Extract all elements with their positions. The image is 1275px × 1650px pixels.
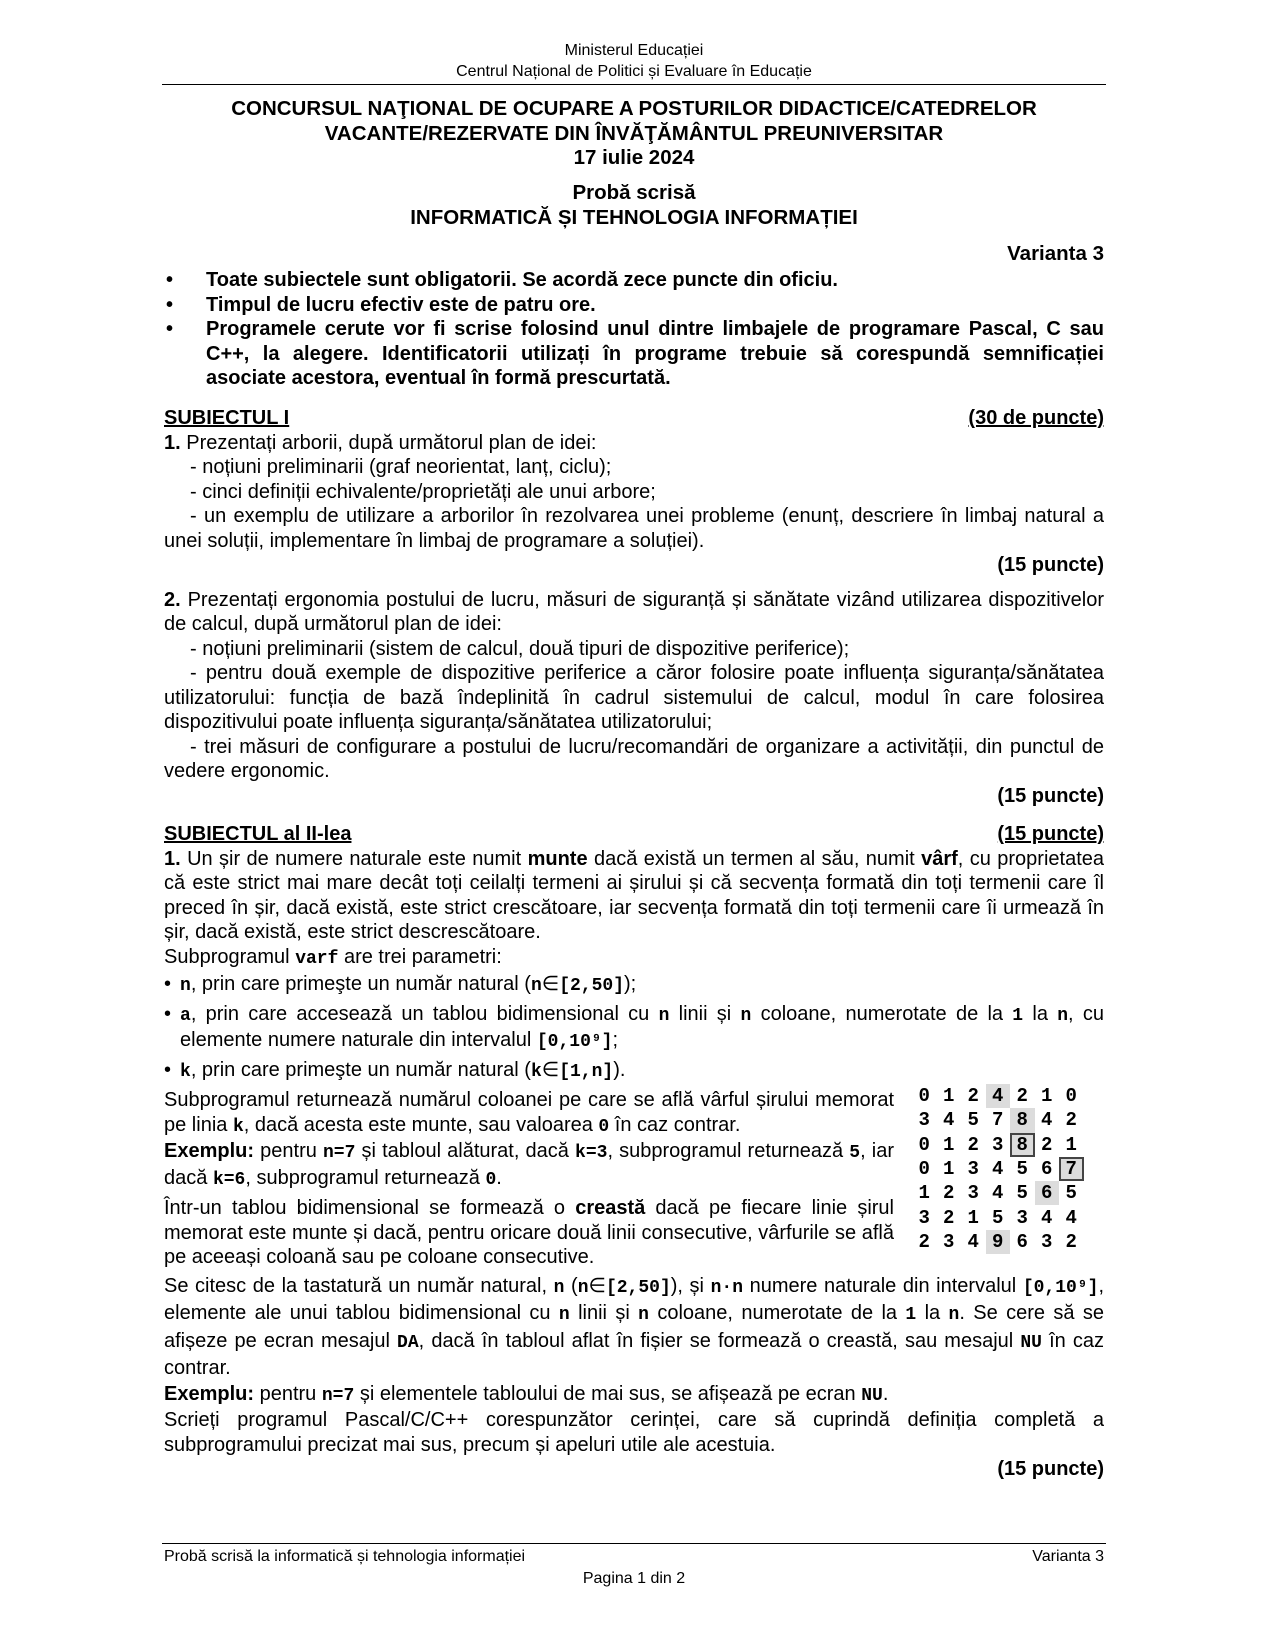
matrix-row	[912, 1205, 1084, 1229]
matrix-cell: 5	[1016, 1158, 1028, 1181]
code-text: n	[530, 976, 542, 996]
footer-variant: Varianta 3	[1032, 1548, 1104, 1565]
matrix-cell: 2	[1065, 1230, 1077, 1253]
code-text: k	[232, 1116, 244, 1137]
text-segment: ∈	[588, 1274, 606, 1297]
exam-type: Probă scrisă	[572, 181, 696, 204]
page-header	[164, 40, 1104, 82]
subject-2-description	[164, 1088, 894, 1270]
text-segment: - cinci definiții echivalente/proprietăți ale unui arbore;	[190, 480, 656, 503]
code-text: n	[577, 1277, 589, 1298]
code-text: 0	[485, 1169, 497, 1190]
text-segment: Prezentați ergonomia postului de lucru, măsuri de siguranță și sănătate vizând utilizarea dispozitivelor de calcul, după următorul plan de idei:	[164, 588, 1104, 635]
text-segment: );	[624, 973, 637, 995]
subject-1	[164, 406, 1104, 808]
text-segment: dacă există un termen al său, numit	[587, 847, 922, 870]
matrix-cell: 3	[918, 1109, 930, 1132]
instruction-item: • Programele cerute vor fi scrise folosind unul dintre limbajele de programare Pascal, C sau C++, la alegere. Identificatorii utilizați în programe trebuie să corespundă semnificației asociate acestora, eventual în formă prescurtată.	[164, 317, 1104, 391]
matrix-cell: 4	[1065, 1206, 1077, 1229]
matrix-cell: 1	[943, 1158, 955, 1181]
text-segment: și tabloul alăturat, dacă	[355, 1140, 576, 1162]
matrix-cell: 4	[1041, 1109, 1053, 1132]
text-segment: , cu elemente numere naturale din intervalul	[180, 1002, 1104, 1051]
matrix-cell: 1	[967, 1206, 979, 1229]
paragraph	[164, 637, 1104, 662]
code-text: n	[180, 976, 191, 996]
ministry-name: Ministerul Educației	[564, 42, 704, 59]
code-text: n=7	[323, 1143, 356, 1163]
matrix-cell: 7	[992, 1109, 1004, 1132]
text-segment: ), și	[670, 1274, 711, 1297]
text-segment: în caz contrar.	[164, 1329, 1104, 1379]
bold-text: 1.	[164, 431, 181, 454]
item-points: (15 puncte)	[997, 1458, 1104, 1480]
matrix-row	[912, 1181, 1084, 1205]
paragraph	[164, 1274, 1104, 1382]
code-text: a	[180, 1005, 191, 1026]
matrix-cell: 2	[1065, 1109, 1077, 1132]
bold-text: 1.	[164, 847, 181, 870]
code-text: [2,50]	[559, 976, 625, 996]
matrix-cell: 1	[943, 1085, 955, 1108]
instructions-list	[164, 268, 1104, 391]
code-text: n	[638, 1305, 649, 1325]
matrix-cell: 4	[943, 1109, 955, 1132]
subject-1-heading	[164, 406, 1104, 431]
center-name: Centrul Național de Politici și Evaluare în Educație	[456, 63, 812, 80]
matrix-cell: 3	[1016, 1206, 1028, 1229]
matrix-cell: 0	[918, 1158, 930, 1181]
text-segment: Subprogramul	[164, 945, 296, 968]
matrix-cell: 6	[1016, 1230, 1028, 1253]
code-text: 1	[1012, 1005, 1024, 1026]
text-segment: linii și	[669, 1002, 741, 1025]
matrix-cell: 0	[1065, 1085, 1077, 1108]
matrix-cell: 5	[1065, 1182, 1077, 1205]
code-text: n	[948, 1305, 960, 1325]
text-segment: ∈	[541, 1058, 560, 1081]
paragraph	[164, 1139, 894, 1192]
matrix-cell: 2	[943, 1206, 955, 1229]
matrix-cell: 7	[1059, 1157, 1084, 1181]
bold-text: vârf	[921, 847, 958, 870]
paragraph	[164, 661, 1104, 735]
code-text: [0,10⁹]	[536, 1032, 613, 1052]
matrix-cell: 0	[918, 1133, 930, 1156]
matrix-row	[912, 1133, 1084, 1157]
code-text: 0	[598, 1116, 610, 1137]
text-segment: , iar dacă	[164, 1140, 895, 1189]
title-line-2: VACANTE/REZERVATE DIN ÎNVĂŢĂMÂNTUL PREUNIVERSITAR	[324, 121, 944, 145]
matrix-row	[912, 1084, 1084, 1108]
bold-text: munte	[527, 847, 588, 870]
subject-1-title: SUBIECTUL I	[164, 407, 290, 429]
paragraph	[164, 504, 1104, 553]
subject-2-heading	[164, 822, 1104, 847]
text-segment: pentru	[254, 1382, 322, 1405]
matrix-cell: 8	[1010, 1108, 1035, 1132]
text-segment: în caz contrar.	[609, 1113, 741, 1136]
paragraph	[164, 455, 1104, 480]
code-text: k	[530, 1061, 542, 1082]
footer-divider	[162, 1543, 1106, 1544]
instruction-item: • Timpul de lucru efectiv este de patru ore.	[164, 293, 1104, 318]
code-text: n=7	[321, 1385, 355, 1406]
text-segment: are trei parametri:	[338, 945, 502, 968]
parameter-item	[164, 1058, 1104, 1085]
matrix-row	[912, 1157, 1084, 1181]
code-text: 1	[905, 1305, 917, 1325]
instruction-item: • Toate subiectele sunt obligatorii. Se acordă zece puncte din oficiu.	[164, 268, 1104, 293]
subject-2-title: SUBIECTUL al II-lea	[164, 823, 352, 845]
item-points: (15 puncte)	[997, 784, 1104, 807]
text-segment: numere naturale din intervalul	[743, 1274, 1023, 1297]
text-segment: Un șir de numere naturale este numit	[180, 847, 528, 870]
code-text: n	[1057, 1005, 1069, 1026]
matrix-cell: 4	[992, 1158, 1004, 1181]
example-matrix	[912, 1084, 1084, 1254]
paragraph	[164, 431, 1104, 456]
text-segment: ).	[613, 1058, 626, 1081]
matrix-cell: 2	[943, 1182, 955, 1205]
variant-label: Varianta 3	[1007, 242, 1104, 265]
matrix-cell: 3	[918, 1206, 930, 1229]
text-segment: , prin care accesează un tablou bidimensional cu	[190, 1002, 659, 1025]
text-segment: - trei măsuri de configurare a postului de lucru/recomandări de organizare a activității, din punctul de vedere ergonomic.	[164, 735, 1104, 782]
matrix-cell: 2	[967, 1133, 979, 1156]
subject-2-requirements	[164, 1274, 1104, 1458]
bold-text: Exemplu:	[164, 1382, 255, 1405]
matrix-cell: 5	[992, 1206, 1004, 1229]
text-segment: . Se cere să se afișeze pe ecran mesajul	[164, 1302, 1105, 1352]
text-segment: , prin care primeşte un număr natural (	[190, 973, 531, 995]
code-text: n	[740, 1005, 752, 1026]
code-text: 5	[849, 1143, 861, 1163]
paragraph	[164, 1196, 894, 1270]
matrix-cell: 1	[943, 1133, 955, 1156]
matrix-cell: 2	[1041, 1133, 1053, 1156]
matrix-cell: 3	[943, 1230, 955, 1253]
matrix-cell: 5	[967, 1109, 979, 1132]
text-segment: , prin care primeşte un număr natural (	[190, 1058, 531, 1081]
subject-2-intro	[164, 847, 1104, 972]
text-segment: la	[916, 1302, 949, 1324]
matrix-cell: 2	[918, 1230, 930, 1253]
code-text: NU	[1020, 1332, 1042, 1353]
title-line-1: CONCURSUL NAŢIONAL DE OCUPARE A POSTURILOR DIDACTICE/CATEDRELOR	[231, 97, 1037, 120]
text-segment: Scrieți programul Pascal/C/C++ corespunzător cerinței, care să cuprindă definiția completă a subprogramului precizat mai sus, precum și apeluri utile ale acestuia.	[164, 1409, 1104, 1456]
text-segment: - un exemplu de utilizare a arborilor în rezolvarea unei probleme (enunț, descriere în limbaj natural a unei soluții, implementare în limbaj de programare a soluției).	[164, 505, 1104, 552]
text-segment: .	[882, 1382, 889, 1405]
matrix-cell: 3	[967, 1158, 979, 1181]
matrix-cell: 4	[986, 1084, 1011, 1108]
text-segment: , cu proprietatea că este strict mai mare decât toți ceilalți termeni ai șirului și că secvența formată din toți termenii care îl preced în șir, dacă există, este strict crescătoare, iar secvența formată din toți termenii care îi urmează în șir, dacă există, este strict descrescătoare.	[164, 847, 1105, 943]
footer-exam: Probă scrisă la informatică și tehnologia informației	[164, 1548, 526, 1565]
matrix-cell: 3	[992, 1133, 1004, 1156]
matrix-cell: 2	[1016, 1085, 1028, 1108]
text-segment: coloane, numerotate de la	[648, 1302, 906, 1324]
text-segment: - noțiuni preliminarii (sistem de calcul, două tipuri de dispozitive periferice);	[190, 637, 850, 660]
matrix-cell: 8	[1010, 1133, 1035, 1157]
text-segment: Într-un tablou bidimensional se formează o	[164, 1197, 576, 1219]
matrix-cell: 3	[1041, 1230, 1053, 1253]
exam-date: 17 iulie 2024	[573, 146, 695, 169]
text-segment: - pentru două exemple de dispozitive periferice a căror folosire poate influența siguranța/sănătatea utilizatorului: funcția de bază îndeplinită în cadrul sistemului de calcul, modul în care folosirea dispozitivului poate influența siguranța/sănătatea utilizatorului;	[164, 662, 1104, 733]
paragraph	[164, 480, 1104, 505]
bold-text: creastă	[575, 1197, 646, 1219]
code-text: [0,10⁹]	[1022, 1277, 1099, 1298]
exam-heading	[164, 181, 1104, 230]
matrix-cell: 4	[992, 1182, 1004, 1205]
text-segment: pentru	[254, 1140, 323, 1162]
matrix-cell: 6	[1041, 1158, 1053, 1181]
parameter-item	[164, 1002, 1104, 1055]
text-segment: - noțiuni preliminarii (graf neorientat, lanț, ciclu);	[190, 456, 612, 478]
matrix-cell: 1	[1041, 1085, 1053, 1108]
text-segment: , subprogramul returnează	[245, 1166, 486, 1189]
code-text: n	[558, 1305, 570, 1325]
bold-text: 2.	[164, 588, 181, 611]
matrix-cell: 2	[967, 1085, 979, 1108]
matrix-row	[912, 1230, 1084, 1254]
code-text: [2,50]	[605, 1277, 671, 1298]
code-text: n	[658, 1005, 670, 1026]
matrix-cell: 9	[986, 1230, 1011, 1254]
text-segment: .	[496, 1166, 502, 1189]
matrix-cell: 1	[918, 1182, 930, 1205]
code-text: k	[180, 1061, 191, 1082]
subject-1-item-2	[164, 588, 1104, 784]
parameter-item	[164, 972, 1104, 999]
code-text: varf	[295, 948, 339, 969]
text-segment: coloane, numerotate de la	[751, 1002, 1013, 1025]
text-segment: linii și	[569, 1302, 639, 1324]
subject-1-item-1	[164, 431, 1104, 554]
matrix-cell: 4	[1041, 1206, 1053, 1229]
paragraph	[164, 1382, 1104, 1409]
matrix-row	[912, 1108, 1084, 1132]
parameter-list	[164, 972, 1104, 1084]
code-text: n	[553, 1277, 565, 1298]
subject-1-points: (30 de puncte)	[968, 407, 1104, 429]
exam-subject: INFORMATICĂ ȘI TEHNOLOGIA INFORMAȚIEI	[410, 205, 858, 229]
subject-2-points: (15 puncte)	[997, 823, 1104, 845]
text-segment: la	[1023, 1002, 1058, 1025]
item-points: (15 puncte)	[997, 554, 1104, 576]
text-segment: , subprogramul returnează	[607, 1140, 850, 1162]
text-segment: ;	[612, 1029, 619, 1051]
text-segment: , elemente ale unui tablou bidimensional cu	[164, 1274, 1104, 1324]
matrix-cell: 0	[918, 1085, 930, 1108]
paragraph	[164, 588, 1104, 637]
document-title	[164, 97, 1104, 171]
code-text: DA	[397, 1332, 419, 1353]
paragraph	[164, 735, 1104, 784]
matrix-cell: 6	[1035, 1181, 1060, 1205]
code-text: k=6	[212, 1169, 246, 1190]
text-segment: Subprogramul returnează numărul coloanei pe care se află vârful șirului memorat pe linia	[164, 1089, 894, 1136]
page-number: Pagina 1 din 2	[582, 1570, 686, 1587]
code-text: [1,n]	[559, 1061, 614, 1082]
text-segment: și elementele tabloului de mai sus, se afișează pe ecran	[354, 1382, 862, 1405]
text-segment: dacă pe fiecare linie șirul memorat este munte și dacă, pentru oricare două linii consecutive, vârfurile se află pe aceeași coloană sau pe coloane consecutive.	[164, 1197, 894, 1268]
page-footer	[164, 1546, 1104, 1567]
paragraph	[164, 945, 1104, 972]
code-text: NU	[861, 1385, 883, 1406]
text-segment: ∈	[541, 973, 560, 995]
code-text: k=3	[575, 1143, 608, 1163]
text-segment: , dacă acesta este munte, sau valoarea	[243, 1113, 599, 1136]
paragraph	[164, 1088, 894, 1139]
text-segment: (	[564, 1274, 578, 1297]
matrix-cell: 4	[967, 1230, 979, 1253]
matrix-cell: 1	[1065, 1133, 1077, 1156]
header-divider	[162, 84, 1106, 85]
matrix-cell: 3	[967, 1182, 979, 1205]
bold-text: Exemplu:	[164, 1140, 255, 1162]
paragraph	[164, 847, 1104, 945]
paragraph	[164, 1408, 1104, 1457]
text-segment: , dacă în tabloul aflat în fișier se formează o creastă, sau mesajul	[418, 1329, 1021, 1352]
text-segment: Se citesc de la tastatură un număr natural,	[164, 1274, 554, 1297]
text-segment: Prezentați arborii, după următorul plan de idei:	[180, 431, 597, 454]
code-text: n·n	[710, 1277, 744, 1298]
matrix-cell: 5	[1016, 1182, 1028, 1205]
